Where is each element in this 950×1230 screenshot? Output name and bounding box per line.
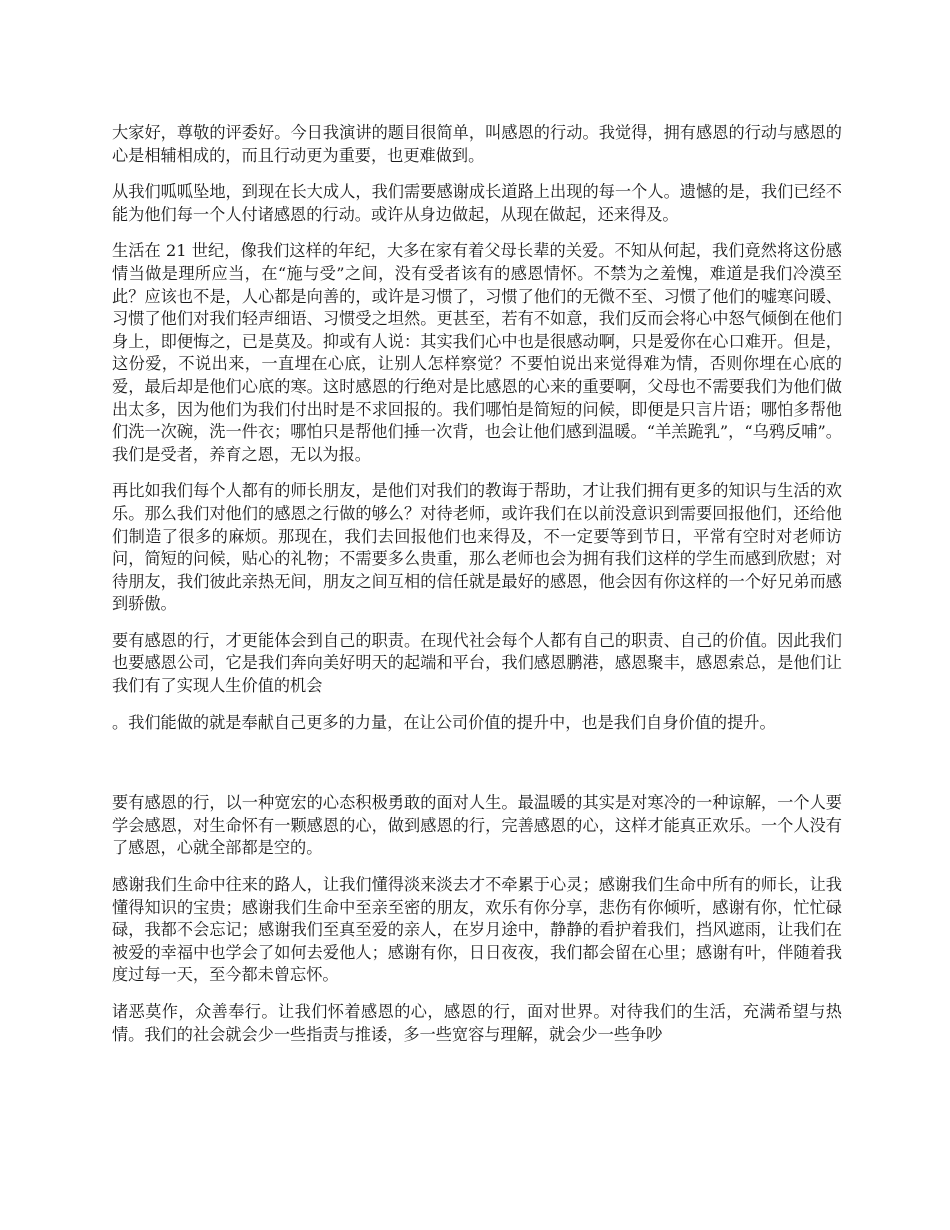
paragraph-2: 从我们呱呱坠地，到现在长大成人，我们需要感谢成长道路上出现的每一个人。遗憾的是，我们已经不能为他们每一个人付诸感恩的行动。或许从身边做起，从现在做起，还来得及。 [112, 182, 842, 224]
paragraph-3: 生活在 21 世纪，像我们这样的年纪，大多在家有着父母长辈的关爱。不知从何起，我们竟然将这份感情当做是理所应当，在“施与受”之间，没有受者该有的感恩情怀。不禁为之羞愧，难道是我们冷漠至此？应该也不是，人心都是向善的，或许是习惯了，习惯了他们的无微不至、习惯了他们的嘘寒问暖、习惯了他们对我们轻声细语、习惯受之坦然。更甚至，若有不如意，我们反而会将心中怒气倾倒在他们身上，即便悔之，已是莫及。抑或有人说：其实我们心中也是很感动啊，只是爱你在心口难开。但是，这份爱，不说出来，一直埋在心底，让别人怎样察觉？不要怕说出来觉得难为情，否则你埋在心底的爱，最后却是他们心底的寒。这时感恩的行绝对是比感恩的心来的重要啊，父母也不需要我们为他们做出太多，因为他们为我们付出时是不求回报的。我们哪怕是简短的问候，即便是只言片语；哪怕多帮他们洗一次碗，洗一件衣；哪怕只是帮他们捶一次背，也会让他们感到温暖。“羊羔跪乳”，“乌鸦反哺”。我们是受者，养育之恩，无以为报。 [112, 241, 842, 464]
paragraph-4: 再比如我们每个人都有的师长朋友，是他们对我们的教诲于帮助，才让我们拥有更多的知识与生活的欢乐。那么我们对他们的感恩之行做的够么？对待老师，或许我们在以前没意识到需要回报他们，还给他们制造了很多的麻烦。那现在，我们去回报他们也来得及，不一定要等到节日，平常有空时对老师访问，简短的问候，贴心的礼物；不需要多么贵重，那么老师也会为拥有我们这样的学生而感到欣慰；对待朋友，我们彼此亲热无间，朋友之间互相的信任就是最好的感恩，他会因有你这样的一个好兄弟而感到骄傲。 [112, 481, 842, 614]
paragraph-9: 诸恶莫作，众善奉行。让我们怀着感恩的心，感恩的行，面对世界。对待我们的生活，充满希望与热情。我们的社会就会少一些指责与推诿，多一些宽容与理解，就会少一些争吵 [112, 1002, 842, 1044]
paragraph-5: 要有感恩的行，才更能体会到自己的职责。在现代社会每个人都有自己的职责、自己的价值。因此我们也要感恩公司，它是我们奔向美好明天的起端和平台，我们感恩鹏港，感恩聚丰，感恩索总，是他们让我们有了实现人生价值的机会 [112, 630, 842, 696]
document-page [112, 122, 842, 1060]
paragraph-1: 大家好，尊敬的评委好。今日我演讲的题目很简单，叫感恩的行动。我觉得，拥有感恩的行动与感恩的心是相辅相成的，而且行动更为重要，也更难做到。 [112, 123, 842, 165]
paragraph-6: 。我们能做的就是奉献自己更多的力量，在让公司价值的提升中，也是我们自身价值的提升。 [112, 712, 776, 732]
paragraph-7: 要有感恩的行，以一种宽宏的心态积极勇敢的面对人生。最温暖的其实是对寒冷的一种谅解，一个人要学会感恩，对生命怀有一颗感恩的心，做到感恩的行，完善感恩的心，这样才能真正欢乐。一个人没有了感恩，心就全部都是空的。 [112, 793, 842, 858]
paragraph-8: 感谢我们生命中往来的路人，让我们懂得淡来淡去才不牵累于心灵；感谢我们生命中所有的师长，让我懂得知识的宝贵；感谢我们生命中至亲至密的朋友，欢乐有你分享，悲伤有你倾听，感谢有你，忙忙碌碌，我都不会忘记；感谢我们至真至爱的亲人，在岁月途中，静静的看护着我们，挡风遮雨，让我们在被爱的幸福中也学会了如何去爱他人；感谢有你，日日夜夜，我们都会留在心里；感谢有叶，伴随着我度过每一天，至今都未曾忘怀。 [112, 875, 842, 985]
